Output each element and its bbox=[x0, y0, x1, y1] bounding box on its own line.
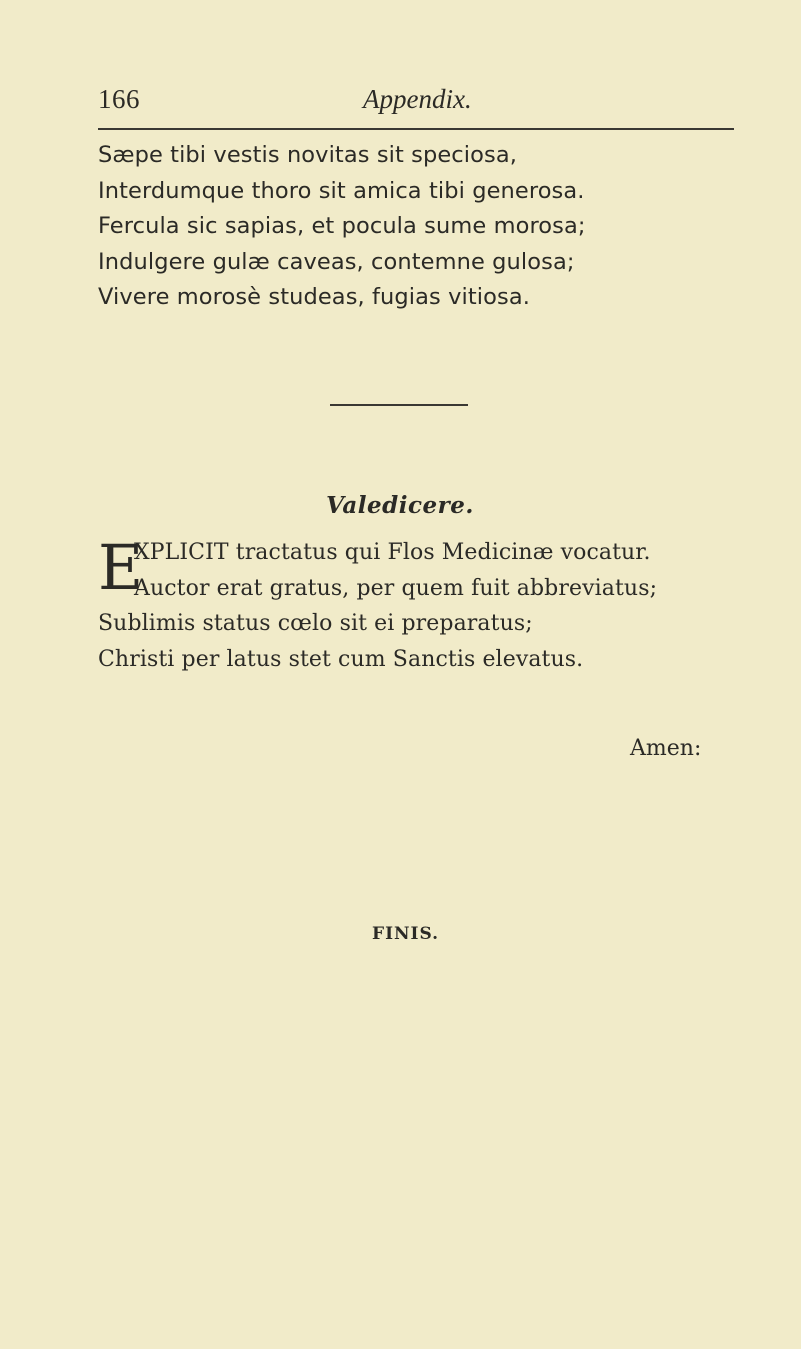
page-header bbox=[98, 84, 734, 124]
explicit-line: Auctor erat gratus, per quem fuit abbreviatus; bbox=[134, 575, 658, 601]
verse-line: Sæpe tibi vestis novitas sit speciosa, bbox=[98, 142, 517, 168]
drop-cap: E bbox=[98, 531, 144, 604]
explicit-line: XPLICIT tractatus qui Flos Medicinæ vocatur. bbox=[134, 540, 651, 565]
header-rule bbox=[98, 128, 734, 130]
verse-line: Fercula sic sapias, et pocula sume morosa; bbox=[98, 213, 586, 239]
explicit-line: Christi per latus stet cum Sanctis elevatus. bbox=[98, 646, 584, 672]
verse-line: Vivere morosè studeas, fugias vitiosa. bbox=[98, 284, 530, 310]
verse-line: Indulgere gulæ caveas, contemne gulosa; bbox=[98, 248, 575, 275]
section-divider bbox=[330, 404, 468, 406]
amen-text: Amen: bbox=[630, 736, 702, 761]
explicit-line: Sublimis status cœlo sit ei preparatus; bbox=[98, 611, 533, 636]
finis-text: FINIS. bbox=[372, 924, 440, 944]
running-title: Appendix. bbox=[363, 84, 472, 114]
verse-line: Interdumque thoro sit amica tibi generosa. bbox=[98, 177, 585, 204]
explicit-block bbox=[98, 531, 738, 677]
page-number: 166 bbox=[98, 84, 140, 114]
verse-block bbox=[98, 138, 738, 316]
valediction-heading: Valedicere. bbox=[326, 492, 474, 519]
